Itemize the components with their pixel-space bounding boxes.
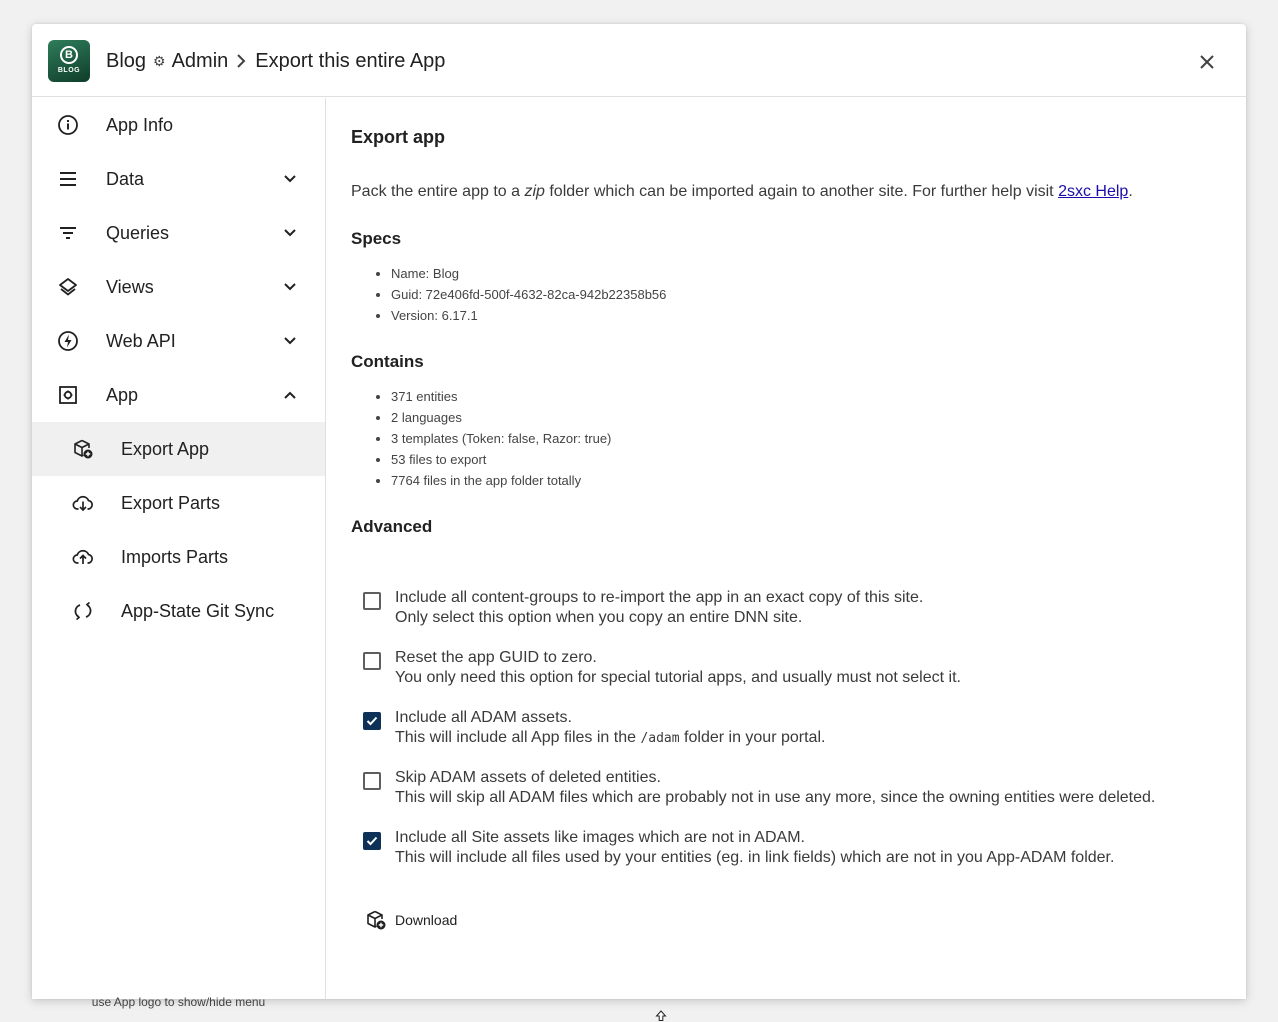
- list-item: • Name: Blog: [391, 263, 666, 284]
- specs-list: [351, 263, 666, 326]
- option-label: Reset the app GUID to zero.: [395, 649, 597, 666]
- option-hint-part: folder in your portal.: [679, 729, 826, 746]
- intro-text-emphasis: zip: [524, 183, 545, 200]
- intro-text-part: folder which can be imported again to another site. For further help visit: [544, 183, 1059, 200]
- logo-text: BLOG: [57, 67, 81, 74]
- sidebar-item-label: Data: [106, 169, 145, 189]
- adam-path-code: /adam: [640, 731, 680, 746]
- chevron-right-icon: [236, 54, 246, 68]
- sidebar-subitem-label: App-State Git Sync: [121, 601, 275, 621]
- close-button[interactable]: [1192, 47, 1222, 77]
- list-item: • 3 templates (Token: false, Razor: true): [391, 428, 611, 449]
- chevron-down-icon: [279, 222, 301, 244]
- sidebar-subitem-imports-parts[interactable]: [32, 530, 325, 584]
- option-include-site-assets: [361, 828, 1221, 872]
- option-include-adam: [361, 708, 1221, 752]
- app-logo[interactable]: [48, 40, 90, 82]
- package-export-icon: [72, 438, 94, 460]
- sidebar-subitem-label: Export App: [121, 439, 210, 459]
- intro-text-part: .: [1128, 183, 1133, 200]
- option-skip-deleted-adam: [361, 768, 1221, 812]
- menu-lines-icon: [57, 168, 79, 190]
- chevron-down-icon: [279, 276, 301, 298]
- sidebar-subitem-label: Imports Parts: [121, 547, 229, 567]
- option-label: Include all Site assets like images which are not in ADAM.: [395, 829, 805, 846]
- contains-list: [351, 386, 611, 491]
- advanced-heading: Advanced: [351, 517, 433, 536]
- download-label: Download: [395, 912, 458, 928]
- bolt-icon: [57, 330, 79, 352]
- sidebar-item-label: Queries: [106, 223, 170, 243]
- sidebar-item-label: App: [106, 385, 139, 405]
- skip-deleted-adam-checkbox[interactable]: [363, 772, 381, 790]
- option-hint: Only select this option when you copy an entire DNN site.: [395, 609, 803, 626]
- list-item: • 2 languages: [391, 407, 611, 428]
- list-item: • 371 entities: [391, 386, 611, 407]
- page-title: Export app: [351, 127, 446, 147]
- sidebar-subitem-export-parts[interactable]: [32, 476, 325, 530]
- list-item: • 7764 files in the app folder totally: [391, 470, 611, 491]
- sidebar-item-data[interactable]: [32, 152, 325, 206]
- include-adam-checkbox[interactable]: [363, 712, 381, 730]
- list-item: • Version: 6.17.1: [391, 305, 666, 326]
- export-dialog: [32, 24, 1246, 1009]
- option-hint: This will skip all ADAM files which are probably not in use any more, since the owning entities were deleted.: [395, 789, 1156, 806]
- option-hint: [395, 728, 825, 749]
- sidebar-nav: [32, 98, 326, 1009]
- option-hint-part: This will include all App files in the: [395, 729, 641, 746]
- option-hint: You only need this option for special tutorial apps, and usually must not select it.: [395, 669, 961, 686]
- app-settings-icon: [57, 384, 79, 406]
- breadcrumb-current: Export this entire App: [255, 49, 446, 72]
- sidebar-subitem-label: Export Parts: [121, 493, 221, 513]
- info-icon: [57, 114, 79, 136]
- chevron-down-icon: [279, 330, 301, 352]
- sidebar-item-label: App Info: [106, 115, 174, 135]
- sidebar-item-web-api[interactable]: [32, 314, 325, 368]
- close-icon: [1199, 54, 1215, 70]
- chevron-down-icon: [279, 168, 301, 190]
- checkmark-icon: [365, 834, 379, 848]
- sidebar-subitem-git-sync[interactable]: [32, 584, 325, 638]
- sidebar-item-app-info[interactable]: [32, 98, 325, 152]
- option-reset-guid: [361, 648, 1221, 692]
- option-label: Include all ADAM assets.: [395, 709, 572, 726]
- chevron-up-icon: [279, 384, 301, 406]
- specs-heading: Specs: [351, 229, 402, 248]
- reset-guid-checkbox[interactable]: [363, 652, 381, 670]
- sidebar-item-label: Web API: [106, 331, 176, 351]
- intro-text: [351, 183, 1133, 201]
- sidebar-item-app[interactable]: [32, 368, 325, 422]
- mouse-cursor-icon: [655, 1010, 667, 1022]
- sync-icon: [72, 600, 94, 622]
- checkmark-icon: [365, 714, 379, 728]
- breadcrumb: [106, 46, 445, 76]
- contains-heading: Contains: [351, 352, 424, 371]
- breadcrumb-section: Admin: [171, 49, 229, 72]
- option-hint: This will include all files used by your entities (eg. in link fields) which are not in you App-ADAM folder.: [395, 849, 1115, 866]
- cloud-upload-icon: [72, 546, 94, 568]
- option-include-content-groups: [361, 588, 1221, 632]
- sidebar-item-queries[interactable]: [32, 206, 325, 260]
- content-groups-checkbox[interactable]: [363, 592, 381, 610]
- cloud-download-icon: [72, 492, 94, 514]
- package-export-icon: [365, 909, 387, 931]
- sidebar-item-label: Views: [106, 277, 154, 297]
- sidebar-subitem-export-app[interactable]: [32, 422, 325, 476]
- gear-icon: ⚙: [153, 52, 166, 69]
- download-button[interactable]: [365, 900, 475, 940]
- help-link[interactable]: 2sxc Help: [1058, 183, 1129, 200]
- include-site-assets-checkbox[interactable]: [363, 832, 381, 850]
- logo-mark-icon: B: [60, 46, 78, 64]
- breadcrumb-app-name: Blog: [106, 49, 147, 72]
- option-label: Include all content-groups to re-import the app in an exact copy of this site.: [395, 589, 924, 606]
- list-item: • 53 files to export: [391, 449, 611, 470]
- sidebar-item-views[interactable]: [32, 260, 325, 314]
- dialog-header: [32, 24, 1246, 97]
- main-content: [351, 98, 1231, 999]
- list-item: • Guid: 72e406fd-500f-4632-82ca-942b22358b56: [391, 284, 666, 305]
- option-label: Skip ADAM assets of deleted entities.: [395, 769, 661, 786]
- filter-icon: [57, 222, 79, 244]
- layers-icon: [57, 276, 79, 298]
- sidebar-hint: use App logo to show/hide menu: [91, 995, 266, 1009]
- intro-text-part: Pack the entire app to a: [351, 183, 525, 200]
